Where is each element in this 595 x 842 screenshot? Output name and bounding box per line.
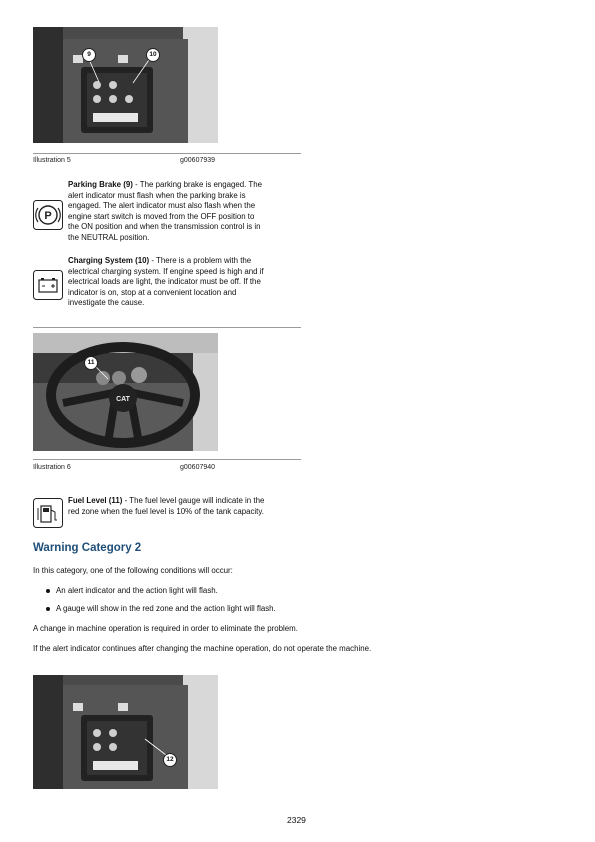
callout-12: 12 [163,753,177,767]
callout-9: 9 [82,48,96,62]
section-heading: Warning Category 2 [33,542,142,554]
fuel-level-text [68,496,308,517]
fuel-level-line: - The fuel level gauge will indicate in the [122,496,265,505]
bullet-item [46,604,276,613]
bullet-text: An alert indicator and the action light will flash. [56,586,218,595]
intro-paragraph: In this category, one of the following conditions will occur: [33,566,233,575]
body-paragraph: If the alert indicator continues after changing the machine operation, do not operate the machine. [33,644,372,653]
charging-system-line: indicator is on, stop at a convenient location and [68,287,237,297]
illustration-5-photo [33,27,218,143]
parking-brake-icon-label: P [44,210,52,222]
illustration-5-code: g00607939 [180,157,216,164]
illustration-6-code: g00607940 [180,464,216,471]
charging-system-text [68,256,308,309]
fuel-level-title: Fuel Level (11) [68,496,123,505]
steering-wheel-image [33,333,218,451]
parking-brake-line: alert indicator must flash when the parking brake is [68,190,246,200]
caption-rule [33,459,301,460]
charging-system-line: electrical loads are light, the indicator must be off. If the [68,277,261,287]
parking-brake-line: - The parking brake is engaged. The [132,180,263,189]
fuel-gauge-icon [33,498,63,528]
parking-brake-text [68,180,308,244]
parking-brake-line: the ON position and when the transmission control is in [68,222,261,232]
illustration-6-photo [33,333,218,451]
illustration-5-caption: Illustration 5 [33,157,71,164]
charging-system-line: - There is a problem with the [149,256,252,265]
cat-badge-label: CAT [116,396,130,403]
parking-brake-icon [33,200,63,230]
bullet-item [46,586,218,595]
parking-brake-title: Parking Brake (9) [68,180,133,189]
parking-brake-line: the NEUTRAL position. [68,232,150,242]
illustration-7-photo [33,675,218,789]
bullet-text: A gauge will show in the red zone and the action light will flash. [56,604,276,613]
dashboard-panel-image [33,27,218,143]
battery-icon [33,270,63,300]
page-number: 2329 [287,815,306,825]
callout-10: 10 [146,48,160,62]
bullet-dot [46,589,50,593]
parking-brake-line: engine start switch is moved from the OFF position to [68,211,255,221]
section-rule [33,327,301,328]
charging-system-title: Charging System (10) [68,256,150,265]
bullet-dot [46,607,50,611]
dashboard-panel-image [33,675,218,789]
body-paragraph: A change in machine operation is required in order to eliminate the problem. [33,624,298,633]
parking-brake-line: engaged. The alert indicator must also flash when the [68,201,256,211]
caption-rule [33,153,301,154]
fuel-level-line: red zone when the fuel level is 10% of the tank capacity. [68,506,264,516]
charging-system-line: investigate the cause. [68,298,145,308]
callout-11: 11 [84,356,98,370]
charging-system-line: electrical charging system. If engine speed is high and if [68,266,264,276]
illustration-6-caption: Illustration 6 [33,464,71,471]
